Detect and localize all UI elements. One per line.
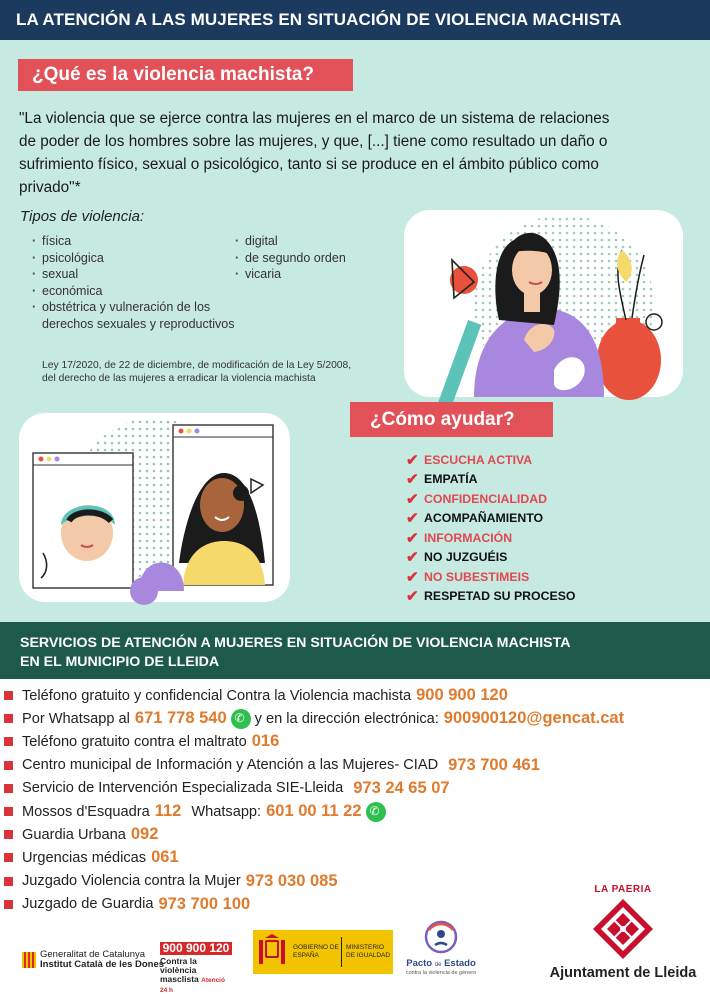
check-icon: ✔ (406, 568, 419, 586)
whatsapp-icon (231, 709, 251, 729)
check-icon: ✔ (406, 588, 419, 606)
definition-heading: ¿Qué es la violencia machista? (18, 59, 353, 91)
spain-coat-of-arms-icon (257, 934, 287, 970)
services-heading: SERVICIOS DE ATENCIÓN A MUJERES EN SITUACIÓN DE VIOLENCIA MACHISTA EN EL MUNICIPIO DE LLEIDA (20, 635, 571, 670)
page-title: LA ATENCIÓN A LAS MUJERES EN SITUACIÓN DE VIOLENCIA MACHISTA (16, 10, 622, 29)
bullet-icon (4, 830, 13, 839)
phone-number[interactable]: 900 900 120 (416, 686, 508, 705)
generalitat-logo: Generalitat de Catalunya Institut Català de les Dones (22, 950, 164, 970)
phone-number[interactable]: 061 (151, 848, 179, 867)
check-icon: ✔ (406, 471, 419, 489)
divider (341, 937, 342, 967)
list-item: · de segundo orden (235, 250, 385, 267)
service-item: Por Whatsapp al 671 778 540 ✆ y en la dirección electrónica: 900900120@gencat.cat (0, 707, 710, 730)
pacto-estado-logo: Pacto de Estado contra la violencia de género (403, 920, 479, 977)
bullet-icon (4, 737, 13, 746)
phone-number[interactable]: 973 700 461 (448, 755, 540, 774)
help-item: ✔ NO JUZGUÉIS (406, 549, 508, 567)
definition-quote: "La violencia que se ejerce contra las mujeres en el marco de un sistema de relaciones de poder de los hombres sobre las mujeres, y que, [...] tiene como resultado un daño o sufrimiento físico, sexual o psicológico, tanto si se produce en el ámbito público como privado"* (19, 110, 610, 196)
list-item: · obstétrica y vulneración de los derechos sexuales y reproductivos (32, 299, 247, 332)
ajuntament-lleida-logo: LA PAERIA Ajuntament de Lleida (549, 884, 697, 981)
woman-illustration (404, 210, 683, 397)
videocall-illustration (19, 413, 290, 602)
help-item: ✔ NO SUBESTIMEIS (406, 568, 530, 586)
list-item: · psicológica (32, 250, 247, 267)
illustration-woman-card (404, 210, 683, 397)
service-item: Servicio de Intervención Especializada SIE-Lleida 973 24 65 07 (0, 777, 710, 800)
check-icon: ✔ (406, 451, 419, 469)
help-item: ✔ INFORMACIÓN (406, 529, 513, 547)
help-heading: ¿Cómo ayudar? (350, 402, 553, 437)
list-item: · sexual (32, 266, 247, 283)
header-bar (0, 0, 710, 40)
help-item: ✔ RESPETAD SU PROCESO (406, 588, 576, 606)
bullet-icon (4, 784, 13, 793)
service-item: Guardia Urbana 092 (0, 823, 710, 846)
phone-number[interactable]: 973 030 085 (245, 871, 338, 890)
whatsapp-number[interactable]: 671 778 540 (134, 709, 227, 728)
bullet-icon (4, 761, 13, 770)
bullet-icon (4, 714, 13, 723)
service-item: Juzgado de Guardia 973 700 100 (0, 893, 710, 916)
check-icon: ✔ (406, 549, 419, 567)
types-title: Tipos de violencia: (20, 208, 145, 225)
list-item: · física (32, 233, 247, 250)
list-item: · digital (235, 233, 385, 250)
pacto-emblem-icon (421, 920, 461, 954)
lleida-coat-of-arms-icon (591, 897, 655, 961)
service-item: Mossos d'Esquadra 112 Whatsapp: 601 00 11 22 ✆ (0, 800, 710, 823)
service-item: Centro municipal de Información y Atención a las Mujeres- CIAD 973 700 461 (0, 754, 710, 777)
illustration-videocall-card (19, 413, 290, 602)
services-heading-bar (0, 622, 710, 679)
help-item: ✔ CONFIDENCIALIDAD (406, 490, 547, 508)
service-item: Urgencias médicas 061 (0, 846, 710, 869)
phone-number[interactable]: 112 (154, 802, 182, 821)
check-icon: ✔ (406, 510, 419, 528)
help-checklist (406, 450, 575, 606)
types-list-b (235, 233, 385, 283)
service-item: Teléfono gratuito contra el maltrato 016 (0, 730, 710, 753)
email-address[interactable]: 900900120@gencat.cat (443, 709, 625, 728)
help-item: ✔ ACOMPAÑAMIENTO (406, 510, 544, 528)
logos-footer (0, 880, 710, 994)
types-list-a (32, 233, 247, 332)
list-item: · vicaria (235, 266, 385, 283)
bullet-icon (4, 807, 13, 816)
bullet-icon (4, 691, 13, 700)
gobierno-logo: GOBIERNO DE ESPAÑA MINISTERIO DE IGUALDAD (253, 930, 393, 974)
help-item: ✔ ESCUCHA ACTIVA (406, 451, 533, 469)
help-item: ✔ EMPATÍA (406, 471, 478, 489)
law-reference: Ley 17/2020, de 22 de diciembre, de modificación de la Ley 5/2008, del derecho de las mujeres a erradicar la violencia machista (42, 360, 352, 384)
service-item: Teléfono gratuito y confidencial Contra la Violencia machista 900 900 120 (0, 684, 710, 707)
bullet-icon (4, 853, 13, 862)
hotline-logo: 900 900 120 Contra la violència masclista Atenció 24 h (160, 942, 232, 995)
phone-number[interactable]: 973 24 65 07 (353, 778, 450, 797)
phone-number[interactable]: 016 (251, 732, 280, 751)
check-icon: ✔ (406, 529, 419, 547)
whatsapp-icon (366, 802, 386, 822)
whatsapp-number[interactable]: 601 00 11 22 (266, 802, 362, 821)
list-item: · económica (32, 283, 247, 300)
phone-number[interactable]: 973 700 100 (158, 894, 251, 913)
service-item: Juzgado Violencia contra la Mujer 973 030 085 (0, 870, 710, 893)
check-icon: ✔ (406, 490, 419, 508)
phone-number[interactable]: 092 (130, 825, 159, 844)
generalitat-emblem-icon (22, 952, 36, 968)
